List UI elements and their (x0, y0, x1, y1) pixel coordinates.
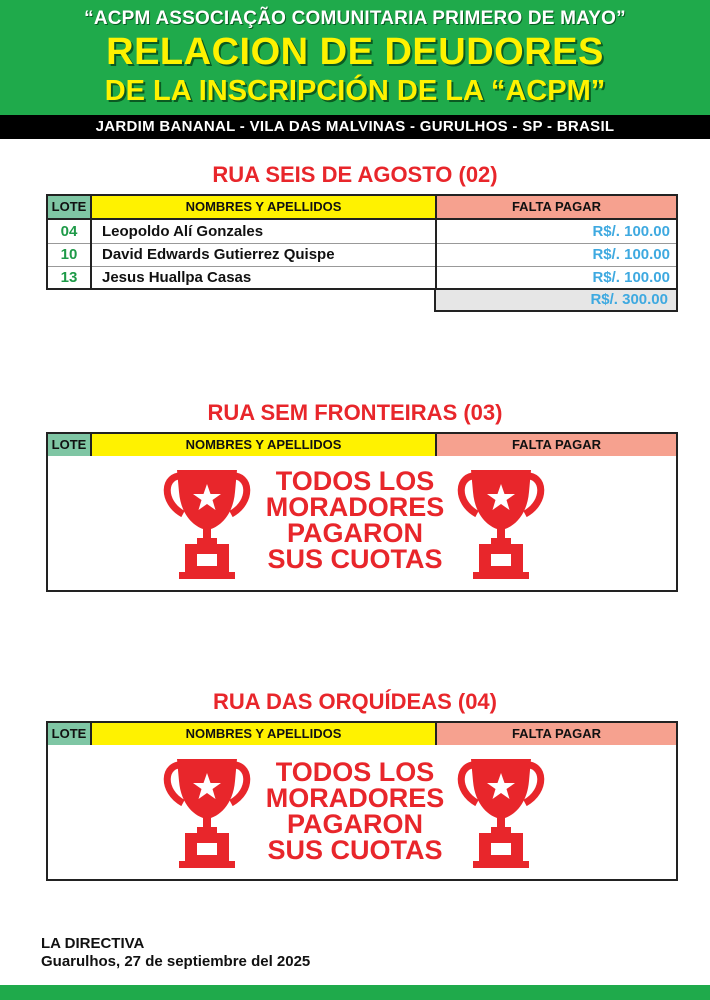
paid-message (220, 468, 490, 572)
paid-line: MORADORES (265, 492, 445, 522)
date-line: Guarulhos, 27 de septiembre del 2025 (41, 953, 311, 970)
row-name: Leopoldo Alí Gonzales (92, 220, 437, 243)
header-banner (0, 0, 710, 115)
col-lote: LOTE (48, 196, 92, 218)
table-header (48, 434, 676, 456)
row-lote: 04 (48, 220, 92, 243)
table-row (48, 266, 676, 289)
col-name: NOMBRES Y APELLIDOS (92, 723, 437, 745)
street-title: RUA SEIS DE AGOSTO (02) (212, 162, 498, 187)
paid-line: PAGARON (286, 809, 423, 839)
paid-line: MORADORES (265, 783, 445, 813)
col-falta: FALTA PAGAR (437, 196, 676, 218)
col-name: NOMBRES Y APELLIDOS (92, 434, 437, 456)
row-amount: R$/. 100.00 (592, 246, 670, 263)
col-name: NOMBRES Y APELLIDOS (92, 196, 437, 218)
col-falta: FALTA PAGAR (437, 723, 676, 745)
association-name: “ACPM ASSOCIAÇÃO COMUNITARIA PRIMERO DE MAYO” (84, 8, 626, 29)
row-amount: R$/. 100.00 (592, 269, 670, 286)
paid-line: SUS CUOTAS (267, 835, 443, 865)
paid-message (220, 759, 490, 863)
col-lote: LOTE (48, 723, 92, 745)
table-header (48, 196, 676, 220)
document-subtitle: DE LA INSCRIPCIÓN DE LA “ACPM” (104, 75, 606, 107)
paid-line: TODOS LOS (275, 757, 435, 787)
row-name: David Edwards Gutierrez Quispe (92, 243, 437, 266)
row-amount: R$/. 100.00 (592, 223, 670, 240)
debtors-table (46, 194, 678, 290)
location-bar: JARDIM BANANAL - VILA DAS MALVINAS - GURULHOS - SP - BRASIL (0, 115, 710, 139)
trophy-star-icon (455, 751, 547, 869)
row-lote: 13 (48, 266, 92, 289)
table-header (48, 723, 676, 745)
row-name: Jesus Huallpa Casas (92, 266, 437, 289)
document-title: RELACION DE DEUDORES (106, 31, 604, 73)
table-row (48, 243, 676, 267)
row-lote: 10 (48, 243, 92, 266)
col-lote: LOTE (48, 434, 92, 456)
street-title: RUA SEM FRONTEIRAS (03) (207, 400, 503, 425)
table-row (48, 220, 676, 244)
paid-line: TODOS LOS (275, 466, 435, 496)
col-falta: FALTA PAGAR (437, 434, 676, 456)
total-amount: R$/. 300.00 (434, 290, 678, 312)
trophy-star-icon (455, 462, 547, 580)
street-title: RUA DAS ORQUÍDEAS (04) (213, 689, 497, 714)
signature-label: LA DIRECTIVA (41, 935, 145, 952)
paid-line: PAGARON (286, 518, 423, 548)
paid-line: SUS CUOTAS (267, 544, 443, 574)
bottom-bar (0, 985, 710, 1000)
